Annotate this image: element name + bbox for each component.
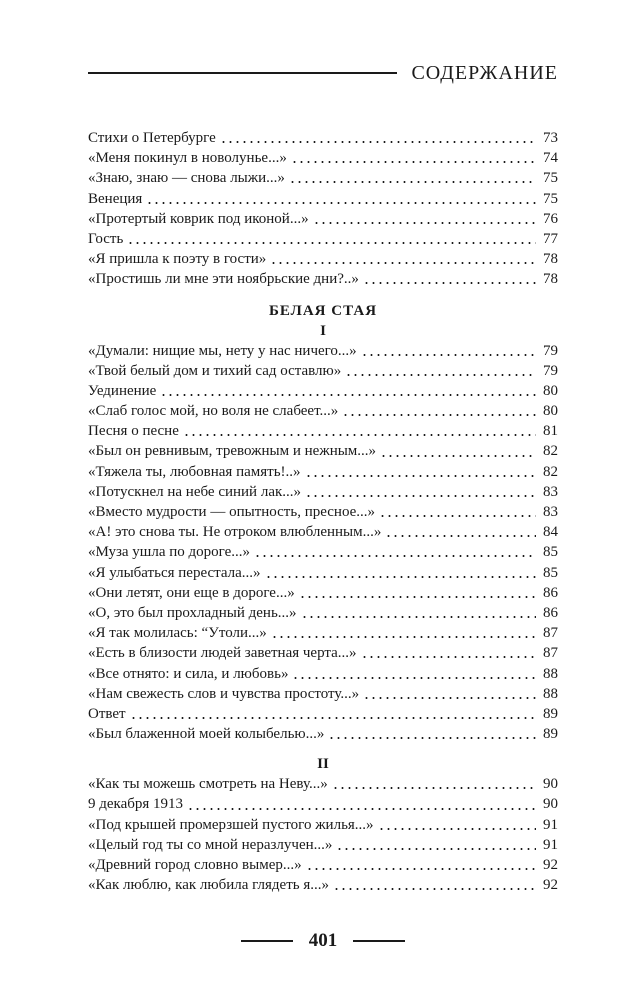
dot-leader <box>187 807 536 811</box>
toc-entry <box>88 249 558 269</box>
toc-entry <box>88 704 558 724</box>
dot-leader <box>385 534 536 538</box>
entry-title: «Древний город словно вымер...» <box>88 857 302 873</box>
entry-title: «Меня покинул в новолунье...» <box>88 150 287 167</box>
toc-entry <box>88 441 558 461</box>
toc-entry <box>88 875 558 895</box>
entry-title: «Муза ушла по дороге...» <box>88 544 251 561</box>
entry-page-number: 75 <box>543 170 558 187</box>
dot-leader <box>380 454 536 458</box>
entry-title: «Они летят, они еще в дороге...» <box>88 584 295 601</box>
dot-leader <box>289 180 536 184</box>
toc-entry <box>88 774 558 794</box>
entry-title: «Твой белый дом и тихий сад оставлю» <box>88 362 342 379</box>
dot-leader <box>313 221 536 225</box>
entry-page-number: 78 <box>543 271 558 288</box>
entry-page-number: 76 <box>543 210 558 227</box>
toc-entry <box>88 542 558 562</box>
dot-leader <box>363 696 536 700</box>
entry-page-number: 91 <box>543 836 558 853</box>
entry-page-number: 80 <box>543 403 558 420</box>
entry-page-number: 87 <box>543 645 558 662</box>
dot-leader <box>271 635 536 639</box>
dot-leader <box>378 827 536 831</box>
dot-leader <box>345 373 536 377</box>
dot-leader <box>336 847 536 851</box>
entry-page-number: 85 <box>543 564 558 581</box>
part-title-i: I <box>320 322 326 339</box>
toc-entry <box>88 341 558 361</box>
entry-page-number: 91 <box>543 816 558 833</box>
entry-page-number: 79 <box>543 342 558 359</box>
dot-leader <box>379 514 536 518</box>
dot-leader <box>363 281 536 285</box>
entry-page-number: 86 <box>543 604 558 621</box>
toc-entry <box>88 522 558 542</box>
toc-entry <box>88 724 558 744</box>
part-ii-entry-list <box>88 774 558 895</box>
entry-page-number: 92 <box>543 857 558 873</box>
header-title: СОДЕРЖАНИЕ <box>411 61 558 84</box>
entry-title: «Потускнел на небе синий лак...» <box>88 483 302 500</box>
entry-page-number: 77 <box>543 230 558 247</box>
dot-leader <box>333 887 536 891</box>
entry-title: «Я улыбаться перестала...» <box>88 564 261 581</box>
entry-title: «Как ты можешь смотреть на Неву...» <box>88 776 328 793</box>
entry-page-number: 73 <box>543 130 558 146</box>
entry-page-number: 88 <box>543 665 558 682</box>
entry-title: «Был блаженной моей колыбелью...» <box>88 726 325 743</box>
dot-leader <box>361 353 536 357</box>
toc-entry <box>88 209 558 229</box>
toc-entry <box>88 401 558 421</box>
entry-title: «Простишь ли мне эти ноябрьские дни?..» <box>88 271 359 288</box>
dot-leader <box>361 655 536 659</box>
entry-page-number: 92 <box>543 877 558 894</box>
entry-title: «Все отнято: и сила, и любовь» <box>88 665 289 682</box>
dot-leader <box>342 413 536 417</box>
toc-entry <box>88 229 558 249</box>
page-number: 401 <box>308 930 338 951</box>
entry-title: Песня о песне <box>88 423 179 440</box>
toc-entry <box>88 643 558 663</box>
entry-title: «Думали: нищие мы, нету у нас ничего...» <box>88 342 357 359</box>
toc-entry <box>88 168 558 188</box>
dot-leader <box>305 474 536 478</box>
toc-entry <box>88 421 558 441</box>
dot-leader <box>254 554 536 558</box>
dot-leader <box>160 393 536 397</box>
entry-title: Уединение <box>88 382 157 399</box>
dot-leader <box>299 595 536 599</box>
dot-leader <box>291 160 536 164</box>
toc-entry <box>88 855 558 875</box>
entry-title: «Слаб голос мой, но воля не слабеет...» <box>88 403 339 420</box>
entry-page-number: 83 <box>543 504 558 520</box>
toc-entry <box>88 381 558 401</box>
footer-rule-left <box>241 940 293 942</box>
entry-title: «Я так молилась: “Утоли...» <box>88 625 267 642</box>
entry-title: «Нам свежесть слов и чувства простоту...» <box>88 685 360 702</box>
entry-page-number: 75 <box>543 190 558 207</box>
dot-leader <box>270 261 536 265</box>
toc-entry <box>88 462 558 482</box>
entry-title: «Вместо мудрости — опытность, пресное...» <box>88 504 376 520</box>
entry-title: «Протертый коврик под иконой...» <box>88 210 309 227</box>
toc-entry <box>88 361 558 381</box>
dot-leader <box>183 433 536 437</box>
table-of-contents <box>88 128 558 895</box>
entry-page-number: 90 <box>543 776 558 793</box>
running-header <box>88 58 558 88</box>
toc-entry <box>88 502 558 522</box>
page-footer <box>88 928 558 954</box>
header-rule <box>88 72 397 74</box>
entry-title: Ответ <box>88 705 126 722</box>
toc-entry <box>88 482 558 502</box>
entry-page-number: 74 <box>543 150 558 167</box>
entry-title: «Знаю, знаю — снова лыжи...» <box>88 170 285 187</box>
dot-leader <box>332 786 536 790</box>
toc-entry <box>88 684 558 704</box>
toc-entry <box>88 128 558 148</box>
entry-page-number: 79 <box>543 362 558 379</box>
dot-leader <box>130 716 536 720</box>
entry-title: «Был он ревнивым, тревожным и нежным...» <box>88 443 377 460</box>
toc-entry <box>88 664 558 684</box>
entry-title: «Есть в близости людей заветная черта...» <box>88 645 357 662</box>
entry-page-number: 89 <box>543 726 558 743</box>
dot-leader <box>127 241 536 245</box>
toc-entry <box>88 623 558 643</box>
dot-leader <box>301 615 536 619</box>
entry-page-number: 81 <box>543 423 558 440</box>
entry-title: Венеция <box>88 190 143 207</box>
entry-title: «Как люблю, как любила глядеть я...» <box>88 877 330 894</box>
entry-title: «А! это снова ты. Не отроком влюбленным...» <box>88 524 382 541</box>
entry-page-number: 78 <box>543 251 558 268</box>
entry-title: Гость <box>88 230 124 247</box>
toc-entry <box>88 148 558 168</box>
footer-rule-right <box>353 940 405 942</box>
entry-page-number: 87 <box>543 625 558 642</box>
dot-leader <box>292 676 536 680</box>
entry-title: «Тяжела ты, любовная память!..» <box>88 463 301 480</box>
section-title: БЕЛАЯ СТАЯ <box>268 302 378 319</box>
toc-entry <box>88 815 558 835</box>
part-i-entry-list <box>88 341 558 745</box>
entry-title: Стихи о Петербурге <box>88 130 216 146</box>
dot-leader <box>306 867 536 871</box>
entry-page-number: 83 <box>543 483 558 500</box>
entry-title: «Под крышей промерзшей пустого жилья...» <box>88 816 374 833</box>
dot-leader <box>328 736 536 740</box>
entry-title: «О, это был прохладный день...» <box>88 604 297 621</box>
entry-title: «Целый год ты со мной неразлучен...» <box>88 836 333 853</box>
toc-entry <box>88 563 558 583</box>
entry-page-number: 82 <box>543 443 558 460</box>
entry-page-number: 90 <box>543 796 558 813</box>
toc-entry <box>88 835 558 855</box>
toc-entry <box>88 189 558 209</box>
entry-page-number: 84 <box>543 524 558 541</box>
part-title-ii: II <box>317 756 329 773</box>
entry-page-number: 89 <box>543 705 558 722</box>
entry-page-number: 80 <box>543 382 558 399</box>
toc-entry <box>88 269 558 289</box>
toc-entry <box>88 603 558 623</box>
dot-leader <box>146 201 536 205</box>
dot-leader <box>305 494 536 498</box>
dot-leader <box>265 575 536 579</box>
dot-leader <box>220 140 536 144</box>
entry-page-number: 88 <box>543 685 558 702</box>
toc-entry <box>88 583 558 603</box>
entry-title: 9 декабря 1913 <box>88 796 184 813</box>
entry-page-number: 82 <box>543 463 558 480</box>
entry-page-number: 86 <box>543 584 558 601</box>
entry-title: «Я пришла к поэту в гости» <box>88 251 267 268</box>
toc-entry <box>88 794 558 814</box>
entry-page-number: 85 <box>543 544 558 561</box>
intro-entry-list <box>88 128 558 290</box>
